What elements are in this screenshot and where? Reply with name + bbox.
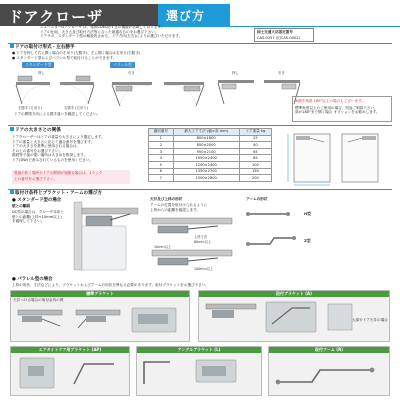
table-cell: 2 bbox=[149, 142, 174, 149]
warning-line: 標準角度以上のご使用の場合、別途ご相談下さい。 bbox=[295, 105, 378, 110]
table-cell: 25 bbox=[239, 135, 271, 142]
table-cell: 1050×2400 bbox=[173, 155, 239, 162]
section1-note: ドアの開閉方向による勝手違いを確認してください。 bbox=[14, 112, 101, 116]
table-cell: 800×1800 bbox=[173, 135, 239, 142]
standard-left-figure bbox=[16, 76, 50, 104]
parallel-right-figure bbox=[164, 82, 204, 106]
page-header bbox=[0, 0, 400, 28]
section1-bullet-text: スタンダード型およびパラレル型で取付けることができます。 bbox=[16, 55, 117, 60]
gov-cert-title: 国土交通大臣認定番号 bbox=[257, 30, 293, 34]
section2-line: ドアの大きさを基準に使用される場合は、 bbox=[12, 144, 81, 149]
standard-text-line: 壁との距離(上枠+10mm以上) bbox=[12, 214, 62, 219]
table-row bbox=[149, 175, 272, 182]
table-cell: 950×2100 bbox=[173, 148, 239, 155]
bracket-note: 天井つける場合の取付金具の例 bbox=[13, 298, 64, 302]
fig-label: 引き bbox=[128, 71, 135, 75]
stepped-arm-illustration bbox=[272, 354, 388, 394]
parallel-text: 上枠の形状、寸法などにより、ブラケットおよびアームの形状を異なる必要があります。取付ブラケットをお選び下さい。 bbox=[12, 283, 209, 287]
standard-heading: ● スタンダード型の場合 bbox=[12, 198, 62, 203]
section3-marker bbox=[10, 190, 14, 194]
fig-label: 押し bbox=[232, 71, 239, 75]
pull-left-figure bbox=[218, 80, 254, 104]
table-row bbox=[149, 148, 272, 155]
section1-bullet: ● ドアを押して右に開く場合の左吊り(左勝手)、左に開く場合は右吊り(右勝手) bbox=[12, 51, 141, 55]
intro-line: ドアサポ、スタンダード型の解説的止め方、ドア方向(左右)によりお選びいただけます。 bbox=[40, 34, 183, 39]
table-row bbox=[149, 155, 272, 162]
section2-line: ドアクローザーはドアの重量や大きさにより選定します。 bbox=[12, 135, 105, 139]
table-cell: 4 bbox=[149, 155, 174, 162]
page-subtitle: 選び方 bbox=[166, 9, 206, 23]
section2-text bbox=[12, 135, 130, 163]
dim-label: 10mm以上 bbox=[154, 245, 172, 249]
angle-warning-box bbox=[292, 96, 392, 122]
table-cell: 40 bbox=[239, 142, 271, 149]
frame-dimension-diagram bbox=[148, 214, 244, 274]
table-cell: 3 bbox=[149, 148, 174, 155]
section3-heading bbox=[10, 190, 102, 196]
h-type-arm bbox=[246, 212, 290, 216]
warning-line: 扉が180°まで開く場合 オプションをお勧めします。 bbox=[295, 110, 380, 115]
dim-label: 上枠寸法 bbox=[194, 235, 208, 239]
table-cell: 150 bbox=[239, 168, 271, 175]
fig-label: 左勝手 (左吊り) bbox=[18, 106, 43, 110]
section2-marker bbox=[10, 127, 14, 131]
table-cell: 1350×2700 bbox=[173, 168, 239, 175]
standard-right-figure bbox=[60, 76, 94, 104]
arm-text bbox=[150, 203, 220, 212]
table-cell: 5 bbox=[149, 161, 174, 168]
arm-shape-label: アームの形状 bbox=[246, 197, 268, 201]
section1-marker bbox=[10, 44, 14, 48]
standard-text-line: DC型の場合は、クローザ本体と bbox=[12, 210, 64, 214]
fig-label: 引き bbox=[278, 71, 285, 75]
angle-bracket-illustration bbox=[140, 354, 260, 394]
size-table bbox=[148, 128, 272, 182]
table-row bbox=[149, 142, 272, 149]
section2-line: その上の番号をお選び下さい。 bbox=[12, 148, 63, 153]
table-row bbox=[149, 161, 272, 168]
intro-line: ニュースターDアクローザ は、強固CDEL防す止の機能が搭載しております。 bbox=[40, 25, 165, 29]
bracket-title: 標準ブラケット bbox=[11, 291, 189, 297]
gov-cert-box bbox=[254, 28, 314, 42]
standard-bracket-illustrations bbox=[14, 304, 186, 340]
section2-heading bbox=[10, 127, 61, 133]
dim-label: 100mm以上 bbox=[194, 267, 214, 271]
table-row bbox=[149, 168, 272, 175]
section2-warning bbox=[12, 170, 130, 184]
door-orientation-diagram bbox=[8, 66, 308, 110]
arm-shape-diagram bbox=[244, 204, 392, 270]
table-cell: 7 bbox=[149, 175, 174, 182]
table-cell: 65 bbox=[239, 148, 271, 155]
bracket-title: アングルブラケット (L) bbox=[137, 347, 261, 353]
section2-line: 階段等で風の強い場所は大きめを推奨します。 bbox=[12, 153, 88, 158]
bracket-title: エアタイトドア用ブラケット (AP) bbox=[11, 347, 129, 353]
size-table-col: 最大ドア寸法 (幅×高 mm) bbox=[173, 129, 239, 136]
section1-bullet: ● スタンダード型およびパラレル型で取付けることができます。 bbox=[12, 55, 117, 60]
table-cell: 1 bbox=[149, 135, 174, 142]
bracket-title: 段付アーム (R) bbox=[269, 347, 389, 353]
parallel-left-figure bbox=[112, 82, 152, 106]
arm-text-line: アームの位置を取付けられるように bbox=[150, 203, 208, 207]
stepped-note: 大扉やドア天井の場合 bbox=[352, 318, 388, 322]
standard-text bbox=[12, 210, 72, 224]
fig-label: 右勝手 (右吊り) bbox=[64, 106, 89, 110]
warning-line: ※開き角度 180°以上の場合もございます。 bbox=[295, 99, 366, 103]
table-cell: 200 bbox=[239, 175, 271, 182]
section3-title: 取付け条件とブラケット・アームの選び方 bbox=[15, 191, 102, 196]
section2-divider bbox=[8, 125, 392, 126]
section2-line: ドアの重量と大きさに応じて適合番号を選びます。 bbox=[12, 139, 95, 144]
airtight-bracket-illustration bbox=[14, 354, 128, 394]
standard-title: スタンダード型の場合 bbox=[17, 198, 62, 203]
door-size-diagram bbox=[284, 130, 388, 186]
section2-title: ドアの大きさとの関係 bbox=[15, 128, 61, 133]
table-cell: 1200×2400 bbox=[173, 161, 239, 168]
section1-bullets bbox=[12, 51, 252, 60]
size-table-col: 適用番号 bbox=[149, 129, 174, 136]
parallel-heading: ● パラレル型の場合 bbox=[12, 277, 53, 282]
size-table-col: ドア重量 kg bbox=[239, 129, 271, 136]
size-table-header bbox=[149, 129, 272, 136]
tag-standard: スタンダード型 bbox=[22, 62, 54, 68]
table-cell: 850×2000 bbox=[173, 142, 239, 149]
parallel-title: パラレル型の場合 bbox=[17, 277, 53, 282]
dim-label: 80mm以上 bbox=[194, 240, 212, 244]
table-cell: 85 bbox=[239, 155, 271, 162]
fig-label: 押し bbox=[38, 71, 45, 75]
section1-title: ドアの取付け形式・左右勝手 bbox=[15, 45, 75, 50]
gov-cert-code: CAS-0257 (旧CAS-0002) bbox=[257, 35, 300, 40]
section1-heading bbox=[10, 44, 75, 50]
section2-line: ドア(DW)で表示されているものを使用ください。 bbox=[12, 157, 93, 162]
arm-label: 天井及び上枠の形状 bbox=[150, 197, 183, 201]
table-row bbox=[149, 135, 272, 142]
page-title: ドアクローザ bbox=[8, 8, 104, 26]
table-cell: 6 bbox=[149, 168, 174, 175]
intro-line: ドアの仕組、大きさ及び取付方法等に合った最適なものをお選び下さい。 bbox=[40, 29, 159, 34]
z-type-arm bbox=[246, 236, 296, 246]
standard-text-line: を確保して下さい。 bbox=[12, 219, 45, 224]
bracket-title: 段付ブラケット (A) bbox=[199, 291, 389, 297]
arm-text-line: 上枠からの距離を確認します。 bbox=[150, 207, 201, 212]
h-type-label: H型 bbox=[304, 211, 311, 216]
table-cell: 100 bbox=[239, 161, 271, 168]
standard-sub: 壁との離隔 bbox=[12, 204, 30, 208]
z-type-label: Z型 bbox=[304, 238, 311, 243]
table-cell: 1500×2800 bbox=[173, 175, 239, 182]
standard-closer-illustration bbox=[72, 200, 142, 272]
section1-bullet-text: ドアを押して右に開く場合の左吊り(左勝手)、左に開く場合は右吊り(右勝手) bbox=[16, 51, 141, 55]
section2-warning-line: 強風の吹く場所やドアの開閉が頻繁な場合は、1ランク bbox=[14, 171, 103, 175]
intro-text bbox=[40, 25, 250, 39]
tag-parallel: パラレル型 bbox=[110, 62, 135, 68]
section2-warning-line: 上の番号をお選び下さい。 bbox=[14, 176, 58, 181]
